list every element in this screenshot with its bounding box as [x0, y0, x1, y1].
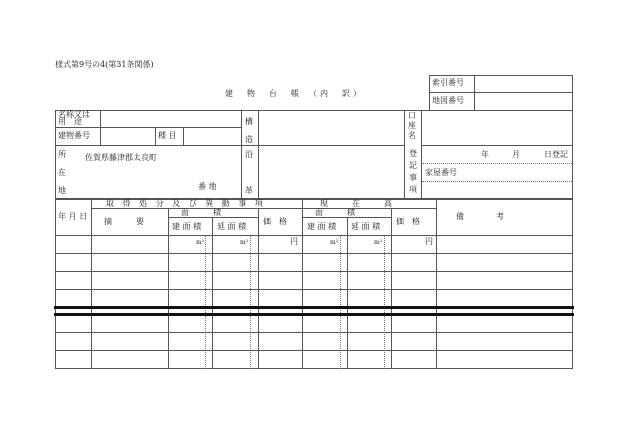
summary-label: 摘 要	[104, 217, 144, 226]
index-number-label: 索引番号	[432, 78, 464, 87]
name-use-label-1: 名称又は	[58, 110, 90, 119]
registry-label-4: 項	[409, 185, 417, 194]
account-name-label: 口 座 名	[408, 111, 416, 140]
registry-day: 日登記	[544, 150, 568, 159]
history-label-2: 革	[245, 186, 253, 195]
current-floor-area-label: 延 面 積	[351, 222, 381, 231]
location-label-3: 地	[58, 186, 66, 195]
area-label: 面 積	[181, 208, 221, 217]
history-label-1: 沿	[245, 150, 253, 159]
registry-label-3: 事	[409, 173, 417, 182]
unit-yen-2: 円	[425, 237, 433, 246]
category-label: 種 目	[158, 131, 177, 140]
acquisition-header: 取 得 処 分 及 び 異 動 事 項	[106, 199, 266, 208]
house-number-label: 家屋番号	[425, 168, 457, 177]
name-use-label-2: 用 途	[58, 117, 82, 126]
lot-number-label: 番 地	[198, 182, 217, 191]
unit-m2-1: m²	[196, 239, 205, 246]
registry-label-2: 記	[409, 161, 417, 170]
registry-month: 月	[512, 150, 520, 159]
price-label: 価 格	[263, 217, 287, 226]
unit-m2-2: m²	[240, 239, 249, 246]
current-building-area-label: 建 面 積	[307, 222, 337, 231]
page-title: 建 物 台 帳 （内 訳）	[225, 89, 364, 98]
current-price-label: 価 格	[396, 217, 420, 226]
building-number-label: 建物番号	[58, 131, 90, 140]
registry-year: 年	[481, 150, 489, 159]
map-number-label: 地図番号	[432, 96, 464, 105]
location-value: 佐賀県藤津郡太良町	[85, 153, 157, 162]
current-area-label: 面 積	[315, 208, 355, 217]
unit-m2-4: m²	[374, 239, 383, 246]
remarks-label: 備 考	[456, 212, 504, 221]
structure-label: 構 造	[245, 117, 253, 144]
location-label-2: 在	[58, 168, 66, 177]
form-id: 様式第9号の4(第31条関係)	[55, 60, 154, 69]
location-label-1: 所	[58, 150, 66, 159]
registry-label-1: 登	[409, 149, 417, 158]
date-column-label: 年 月 日	[58, 212, 88, 221]
unit-yen-1: 円	[290, 237, 298, 246]
floor-area-label: 延 面 積	[217, 222, 247, 231]
unit-m2-3: m²	[330, 239, 339, 246]
current-header: 現 在 高	[320, 199, 392, 208]
building-area-label: 建 面 積	[172, 222, 202, 231]
